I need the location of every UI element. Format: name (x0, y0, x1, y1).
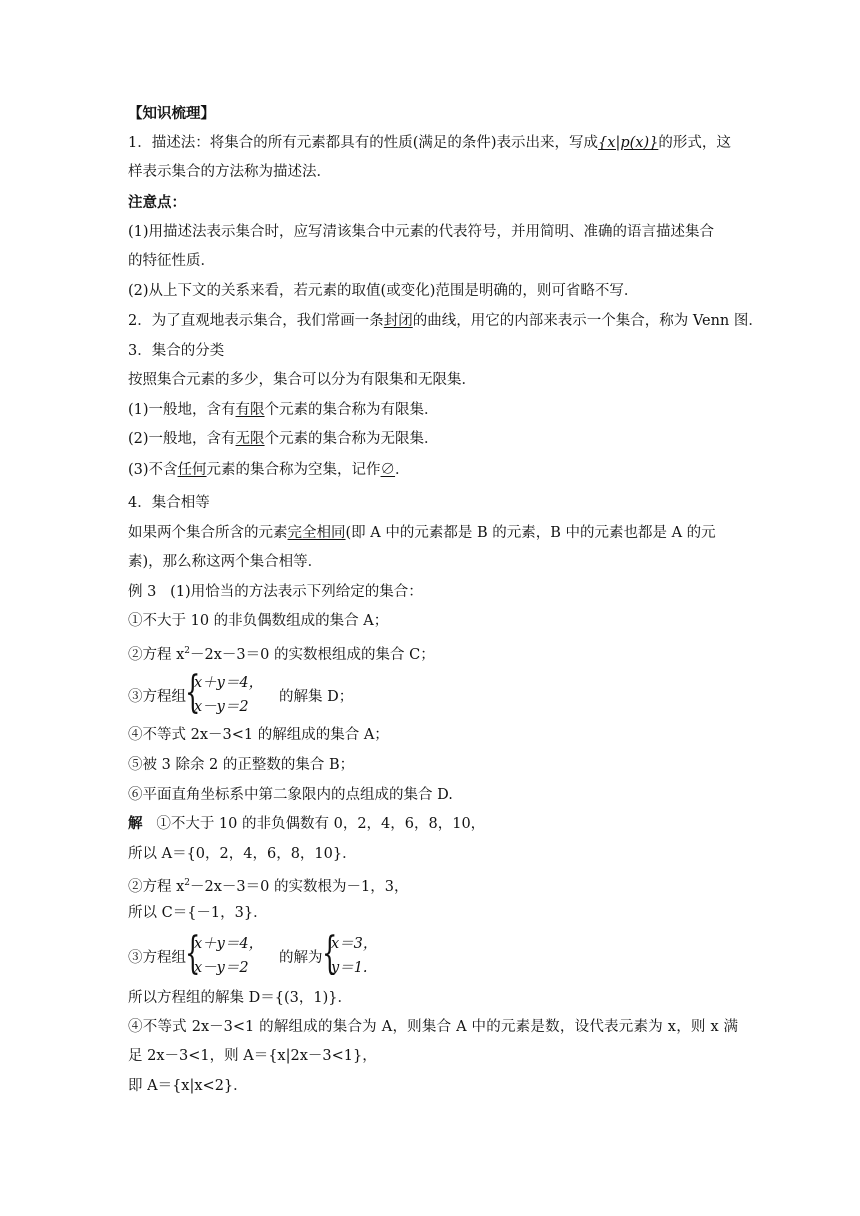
point-3-item-3 (128, 460, 738, 480)
section-heading: 【知识梳理】 (128, 105, 215, 122)
question-text: ③方程组 (128, 689, 186, 705)
equation-line: x－y＝2 (194, 699, 249, 715)
point-2 (128, 311, 763, 331)
note-2: (2)从上下文的关系来看，若元素的取值(或变化)范围是明确的，则可省略不写． (128, 283, 639, 299)
solution-2 (128, 873, 738, 897)
question-6: ⑥平面直角坐标系中第二象限内的点组成的集合 D. (128, 787, 453, 803)
question-text: 的解集 D； (279, 689, 354, 705)
underlined-answer: 封闭 (383, 313, 413, 329)
left-brace: { (185, 667, 201, 718)
point-4-line-1 (128, 523, 738, 543)
point-text: 如果两个集合所含的元素 (128, 525, 288, 541)
solution-text: ②方程 x (128, 878, 185, 895)
equation-line: x－y＝2 (194, 960, 249, 976)
solution-2-result: 所以 C＝{－1，3}． (128, 905, 268, 921)
point-3-intro: 按照集合元素的多少，集合可以分为有限集和无限集． (128, 372, 476, 388)
point-3-item-2 (128, 429, 738, 449)
left-brace: { (185, 928, 201, 979)
point-1-line-1 (128, 133, 738, 153)
note-label: 注意点： (128, 194, 186, 211)
question-3 (128, 667, 738, 721)
solution-4-line-2: 足 2x－3<1，则 A＝{x|2x－3<1}， (128, 1048, 377, 1064)
item-text: ． (395, 462, 410, 478)
equation-line: y＝1. (331, 960, 368, 976)
point-text: 的曲线，用它的内部来表示一个集合，称为 Venn 图． (412, 313, 763, 329)
point-3-item-1 (128, 400, 738, 420)
example-text: (1)用恰当的方法表示下列给定的集合： (170, 584, 423, 600)
item-text: 元素的集合称为空集，记作 (206, 462, 381, 478)
equation-line: x＝3， (331, 936, 378, 952)
solution-label: 解 (128, 815, 143, 832)
question-2 (128, 641, 738, 665)
point-text: 2．为了直观地表示集合，我们常画一条 (128, 313, 384, 329)
underlined-answer: 有限 (235, 402, 265, 418)
note-1-line-1: (1)用描述法表示集合时，应写清该集合中元素的代表符号，并用简明、准确的语言描述集合 (128, 224, 715, 240)
underlined-answer: ∅ (380, 462, 396, 478)
item-text: (3)不含 (128, 462, 178, 478)
underlined-answer: 完全相同 (287, 525, 346, 541)
point-text: 描述法：将集合的所有元素都具有的性质(满足的条件)表示出来，写成 (151, 135, 599, 151)
item-text: (1)一般地，含有 (128, 402, 236, 418)
question-1: ①不大于 10 的非负偶数组成的集合 A； (128, 613, 389, 629)
solution-text: －2x－3＝0 的实数根为－1，3， (190, 878, 409, 895)
question-text: ②方程 x (128, 646, 185, 663)
equation-line: x＋y＝4， (194, 675, 264, 691)
superscript: 2 (184, 878, 191, 888)
point-3-title: 3．集合的分类 (128, 343, 225, 359)
question-4: ④不等式 2x－3<1 的解组成的集合 A； (128, 727, 389, 743)
question-text: －2x－3＝0 的实数根组成的集合 C； (190, 646, 435, 663)
item-text: 个元素的集合称为无限集． (264, 431, 439, 447)
solution-text: ③方程组 (128, 950, 186, 966)
point-text: (即 A 中的元素都是 B 的元素，B 中的元素也都是 A 的元 (345, 525, 716, 541)
item-text: (2)一般地，含有 (128, 431, 236, 447)
question-5: ⑤被 3 除余 2 的正整数的集合 B； (128, 757, 355, 773)
underlined-answer: {x|p(x)} (598, 135, 659, 151)
left-brace: { (322, 928, 338, 979)
solution-1 (128, 814, 738, 834)
point-1-line-2: 样表示集合的方法称为描述法． (128, 164, 331, 180)
point-number: 1． (128, 135, 152, 151)
equation-line: x＋y＝4， (194, 936, 264, 952)
point-text: 的形式，这 (658, 135, 731, 151)
solution-1-result: 所以 A＝{0，2，4，6，8，10}． (128, 846, 357, 862)
solution-3 (128, 928, 738, 982)
superscript: 2 (184, 646, 191, 656)
note-1-line-2: 的特征性质． (128, 253, 215, 269)
solution-4-line-1: ④不等式 2x－3<1 的解组成的集合为 A，则集合 A 中的元素是数，设代表元素为 x，则 x 满 (128, 1019, 738, 1035)
underlined-answer: 任何 (177, 462, 207, 478)
solution-4-result: 即 A＝{x|x<2}． (128, 1078, 248, 1094)
solution-3-result: 所以方程组的解集 D＝{(3，1)}． (128, 990, 352, 1006)
point-4-line-2: 素)，那么称这两个集合相等． (128, 554, 323, 570)
underlined-answer: 无限 (235, 431, 265, 447)
item-text: 个元素的集合称为有限集． (264, 402, 439, 418)
solution-text: 的解为 (279, 950, 323, 966)
example-3 (128, 582, 738, 602)
point-4-title: 4．集合相等 (128, 495, 210, 511)
solution-text: ①不大于 10 的非负偶数有 0，2，4，6，8，10， (156, 816, 486, 832)
example-label: 例 3 (128, 584, 157, 600)
